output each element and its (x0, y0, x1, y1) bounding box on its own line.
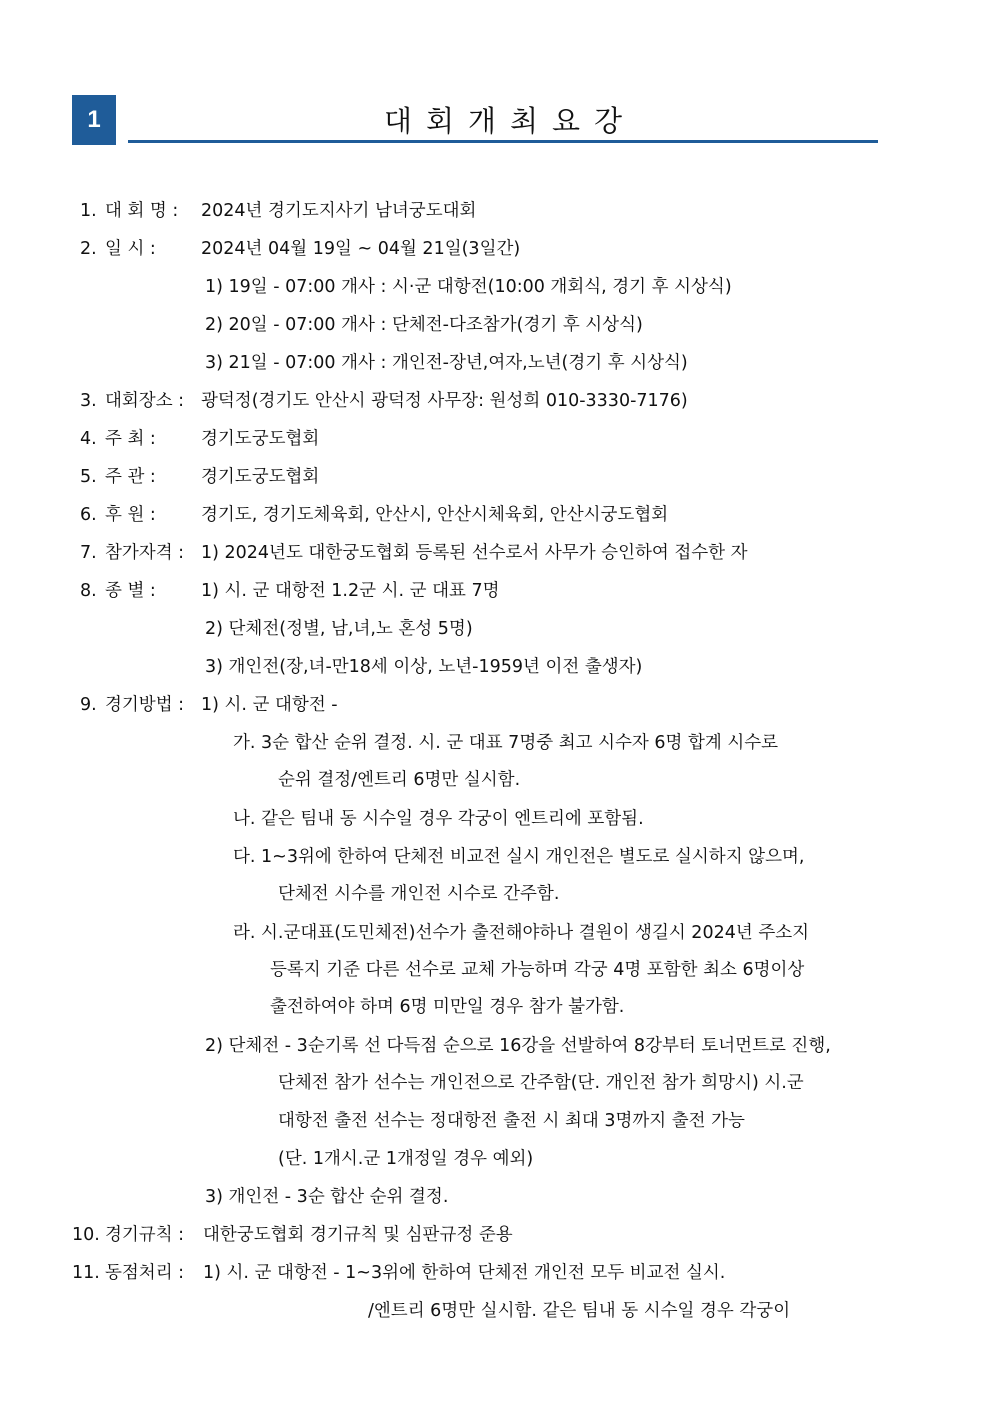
item-8-sub-3: 3) 개인전(장,녀-만18세 이상, 노년-1959년 이전 출생자) (205, 657, 643, 677)
section-title: 대회개최요강 (383, 104, 637, 138)
item-number: 10. (72, 1225, 100, 1245)
item-text: 2024년 04월 19일 ~ 04월 21일(3일간) (201, 239, 521, 259)
item-number: 11. (72, 1263, 100, 1283)
item-9-da-line-1: 다. 1~3위에 한하여 단체전 비교전 실시 개인전은 별도로 실시하지 않으며, (233, 847, 805, 867)
item-9-ra-line-1: 라. 시.군대표(도민체전)선수가 출전해야하나 결원이 생길시 2024년 주소지 (233, 923, 810, 943)
item-number: 2. (80, 239, 97, 259)
item-number: 5. (80, 467, 97, 487)
item-text: 경기도궁도협회 (201, 467, 320, 487)
item-label: 대회장소 : (105, 391, 185, 411)
item-9-na: 나. 같은 팀내 동 시수일 경우 각궁이 엔트리에 포함됨. (233, 809, 644, 829)
item-9-ga-line-1: 가. 3순 합산 순위 결정. 시. 군 대표 7명중 최고 시수자 6명 합계 시수로 (233, 733, 779, 753)
item-9-da-line-2: 단체전 시수를 개인전 시수로 간주함. (278, 884, 560, 904)
section-number-badge: 1 (72, 95, 116, 145)
item-label: 경기규칙 : (105, 1225, 185, 1245)
item-text: 경기도, 경기도체육회, 안산시, 안산시체육회, 안산시궁도협회 (201, 505, 669, 525)
item-9-sub-2-line-3: 대항전 출전 선수는 정대항전 출전 시 최대 3명까지 출전 가능 (278, 1111, 745, 1131)
item-2-sub-3: 3) 21일 - 07:00 개사 : 개인전-장년,여자,노년(경기 후 시상식) (205, 353, 688, 373)
item-9-sub-2-line-1: 2) 단체전 - 3순기록 선 다득점 순으로 16강을 선발하여 8강부터 토너먼트로 진행, (205, 1036, 831, 1056)
item-number: 7. (80, 543, 97, 563)
item-number: 1. (80, 201, 97, 221)
item-label: 종 별 : (105, 581, 156, 601)
item-number: 9. (80, 695, 97, 715)
item-9-sub-2-line-2: 단체전 참가 선수는 개인전으로 간주함(단. 개인전 참가 희망시) 시.군 (278, 1073, 804, 1093)
item-text: 2024년 경기도지사기 남녀궁도대회 (201, 201, 477, 221)
item-label: 주 관 : (105, 467, 156, 487)
item-text: 경기도궁도협회 (201, 429, 320, 449)
item-number: 6. (80, 505, 97, 525)
item-label: 주 최 : (105, 429, 156, 449)
item-text: 1) 시. 군 대항전 - (201, 695, 338, 715)
item-9-ra-line-3: 출전하여야 하며 6명 미만일 경우 참가 불가함. (270, 997, 625, 1017)
item-text: 1) 2024년도 대한궁도협회 등록된 선수로서 사무가 승인하여 접수한 자 (201, 543, 748, 563)
item-label: 경기방법 : (105, 695, 185, 715)
item-9-ga-line-2: 순위 결정/엔트리 6명만 실시함. (278, 770, 521, 790)
item-text: 광덕정(경기도 안산시 광덕정 사무장: 원성희 010-3330-7176) (201, 391, 688, 411)
item-text: 1) 시. 군 대항전 - 1~3위에 한하여 단체전 개인전 모두 비교전 실시. (203, 1263, 726, 1283)
item-8-sub-2: 2) 단체전(정별, 남,녀,노 혼성 5명) (205, 619, 473, 639)
item-9-ra-line-2: 등록지 기준 다른 선수로 교체 가능하며 각궁 4명 포함한 최소 6명이상 (270, 960, 805, 980)
item-2-sub-2: 2) 20일 - 07:00 개사 : 단체전-다조참가(경기 후 시상식) (205, 315, 643, 335)
item-number: 4. (80, 429, 97, 449)
item-label: 일 시 : (105, 239, 156, 259)
item-label: 참가자격 : (105, 543, 185, 563)
item-label: 동점처리 : (105, 1263, 185, 1283)
item-label: 대 회 명 : (105, 201, 179, 221)
item-number: 8. (80, 581, 97, 601)
item-11-line-2: /엔트리 6명만 실시함. 같은 팀내 동 시수일 경우 각궁이 (368, 1301, 791, 1321)
item-2-sub-1: 1) 19일 - 07:00 개사 : 시·군 대항전(10:00 개회식, 경기 후 시상식) (205, 277, 732, 297)
title-underline (128, 140, 878, 143)
item-label: 후 원 : (105, 505, 156, 525)
item-text: 대한궁도협회 경기규칙 및 심판규정 준용 (203, 1225, 513, 1245)
item-9-sub-2-line-4: (단. 1개시.군 1개정일 경우 예외) (278, 1149, 534, 1169)
item-text: 1) 시. 군 대항전 1.2군 시. 군 대표 7명 (201, 581, 500, 601)
item-number: 3. (80, 391, 97, 411)
item-9-sub-3: 3) 개인전 - 3순 합산 순위 결정. (205, 1187, 449, 1207)
section-header (72, 95, 878, 147)
